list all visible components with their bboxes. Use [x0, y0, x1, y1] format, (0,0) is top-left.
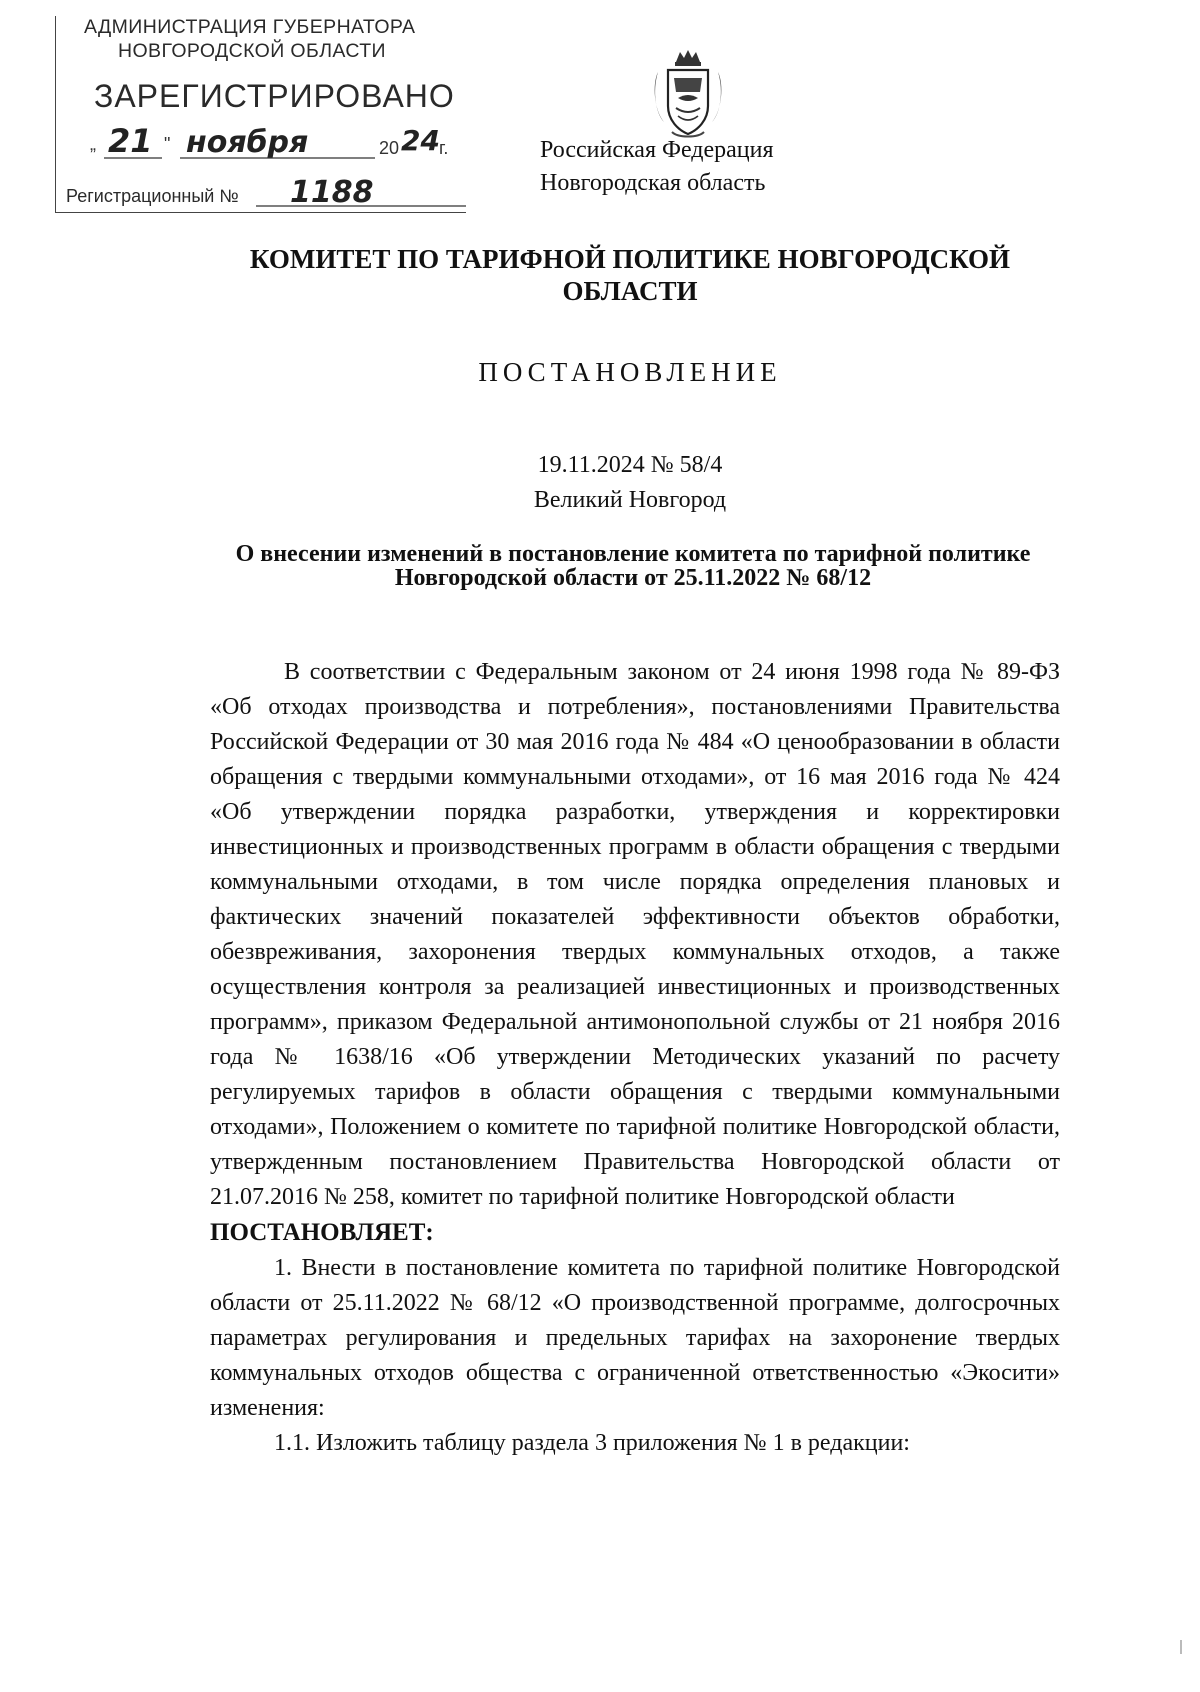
document-date-number: 19.11.2024 № 58/4 [537, 452, 723, 478]
stamp-date-month: ноября [186, 125, 309, 160]
stamp-region-line: НОВГОРОДСКОЙ ОБЛАСТИ [118, 40, 386, 62]
stamp-regno-value-field [256, 174, 466, 214]
resolves-heading: ПОСТАНОВЛЯЕТ: [210, 1219, 434, 1246]
subject-line1: О внесении изменений в постановление комитета по тарифной политике [235, 541, 1031, 567]
svg-text:„: „ [90, 134, 96, 154]
stamp-regno-label: Регистрационный № [66, 186, 239, 206]
stamp-regno-value: 1188 [290, 175, 374, 210]
stamp-date-year-suffix: 24 [401, 124, 440, 157]
stamp-registration-number [66, 174, 466, 214]
document-city: Великий Новгород [533, 487, 727, 513]
svg-text:": " [164, 134, 171, 154]
stamp-date-day: 21 [108, 122, 153, 160]
scan-edge-mark [1180, 1640, 1182, 1654]
document-subject [208, 542, 1058, 590]
committee-title-line2: ОБЛАСТИ [562, 276, 698, 306]
stamp-date-year-prefix: 20 [379, 138, 400, 158]
stamp-date-year-mark: г. [439, 138, 449, 158]
stamp-registered-label: ЗАРЕГИСТРИРОВАНО [94, 78, 455, 114]
committee-title-line1: КОМИТЕТ ПО ТАРИФНОЙ ПОЛИТИКЕ НОВГОРОДСКОЙ [249, 244, 1011, 274]
stamp-date-field [90, 120, 465, 166]
preamble-paragraph: В соответствии с Федеральным законом от 24 июня 1998 года № 89-ФЗ «Об отходах производства и потребления», постановлениями Правительства Российской Федерации от 30 мая 2016 года № 484 «О ценообразовании в области обращения с твердыми коммунальными отходами», от 16 мая 2016 года № 424 «Об утверждении порядка разработки, утверждения и корректировки инвестиционных и производственных программ в области обращения с твердыми коммунальными отходами, в том числе порядка определения плановых и фактических значений показателей эффективности объектов обработки, обезвреживания, захоронения твердых коммунальных отходов, а также осуществления контроля за реализацией инвестиционных и производственных программ», приказом Федеральной антимонопольной службы от 21 ноября 2016 года № 1638/16 «Об утверждении Методических указаний по расчету регулируемых тарифов в области обращения с твердыми коммунальными отходами», Положением о комитете по тарифной политике Новгородской области, утвержденным постановлением Правительства Новгородской области от 21.07.2016 № 258, комитет по тарифной политике Новгородской области [210, 659, 1060, 1210]
country-name: Российская Федерация [540, 137, 774, 163]
item-1-paragraph: 1. Внести в постановление комитета по тарифной политике Новгородской области от 25.11.2022 № 68/12 «О производственной программе, долгосрочных параметрах регулирования и предельных тарифах на захоронение твердых коммунальных отходов общества с ограниченной ответственностью «Экосити» изменения: [210, 1255, 1060, 1421]
stamp-administration-line: АДМИНИСТРАЦИЯ ГУБЕРНАТОРА [84, 16, 416, 38]
document-type: ПОСТАНОВЛЕНИЕ [478, 357, 782, 387]
region-name: Новгородская область [540, 170, 766, 196]
registration-stamp [55, 16, 466, 213]
subject-line2: Новгородской области от 25.11.2022 № 68/12 [394, 565, 872, 591]
document-body [210, 655, 1060, 1461]
item-1-1-paragraph: 1.1. Изложить таблицу раздела 3 приложения № 1 в редакции: [274, 1430, 910, 1456]
committee-title [190, 243, 1070, 307]
coat-of-arms-icon [648, 48, 728, 140]
